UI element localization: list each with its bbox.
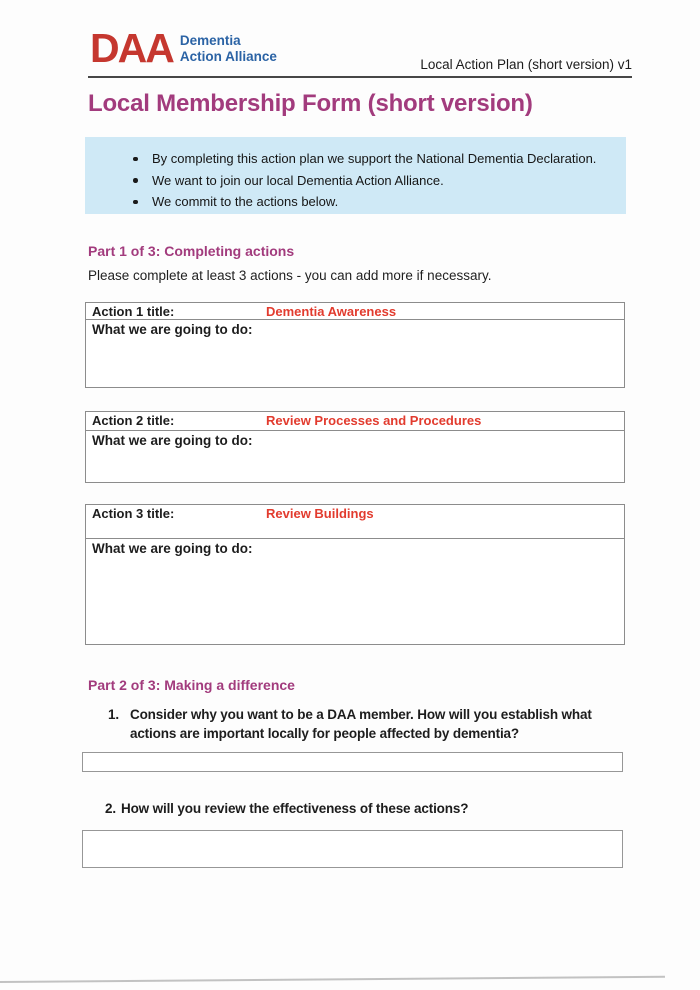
part1-heading: Part 1 of 3: Completing actions — [88, 243, 295, 259]
header-divider — [88, 76, 632, 78]
action1-table — [85, 302, 625, 388]
action1-body — [86, 320, 624, 404]
action3-title-value: Review Buildings — [266, 506, 374, 521]
question-1 — [108, 705, 632, 743]
intro-bullet: By completing this action plan we support the National Dementia Declaration. — [152, 148, 616, 170]
intro-callout — [85, 137, 626, 214]
question-2 — [105, 799, 468, 818]
action3-prompt-label: What we are going to do: — [92, 540, 253, 556]
part1-instruction: Please complete at least 3 actions - you can add more if necessary. — [88, 268, 492, 283]
action1-title-value: Dementia Awareness — [266, 304, 397, 319]
question-1-answer-box[interactable] — [82, 752, 623, 772]
daa-logo-acronym: DAA — [90, 25, 173, 71]
question-2-answer-box[interactable] — [82, 830, 623, 868]
action2-body — [86, 431, 624, 501]
page-edge-artifact — [0, 976, 665, 983]
action2-table — [85, 411, 625, 483]
action1-title-label: Action 1 title: — [92, 304, 175, 319]
action1-title-row — [86, 303, 624, 320]
intro-bullet: We commit to the actions below. — [152, 191, 616, 213]
daa-logo — [90, 25, 277, 71]
action2-prompt-label: What we are going to do: — [92, 433, 253, 448]
question-2-text: How will you review the effectiveness of these actions? — [120, 801, 469, 816]
intro-bullet-list — [85, 137, 626, 213]
action3-title-row — [86, 505, 624, 539]
daa-logo-org-line2: Action Alliance — [179, 49, 277, 64]
action3-response-area[interactable] — [86, 559, 624, 678]
action1-prompt-label: What we are going to do: — [92, 321, 253, 337]
action2-response-area[interactable] — [86, 451, 624, 501]
daa-logo-org-name — [180, 31, 277, 65]
question-1-text: Consider why you want to be a DAA member. How will you establish what actions are important locally for people affected by dementia? — [129, 707, 592, 741]
action3-table — [85, 504, 625, 645]
action3-body — [86, 539, 624, 678]
part2-heading: Part 2 of 3: Making a difference — [88, 677, 295, 693]
intro-bullet: We want to join our local Dementia Action Alliance. — [152, 170, 616, 192]
action1-response-area[interactable] — [86, 340, 624, 404]
action2-title-label: Action 2 title: — [92, 413, 175, 428]
form-title: Local Membership Form (short version) — [88, 90, 533, 117]
action3-title-label: Action 3 title: — [92, 506, 175, 521]
doc-version-label: Local Action Plan (short version) v1 — [420, 57, 632, 72]
question-2-number: 2. — [105, 801, 116, 816]
question-1-number: 1. — [108, 707, 119, 722]
daa-logo-org-line1: Dementia — [179, 33, 241, 48]
action2-title-value: Review Processes and Procedures — [266, 413, 482, 428]
action2-title-row — [86, 412, 624, 431]
